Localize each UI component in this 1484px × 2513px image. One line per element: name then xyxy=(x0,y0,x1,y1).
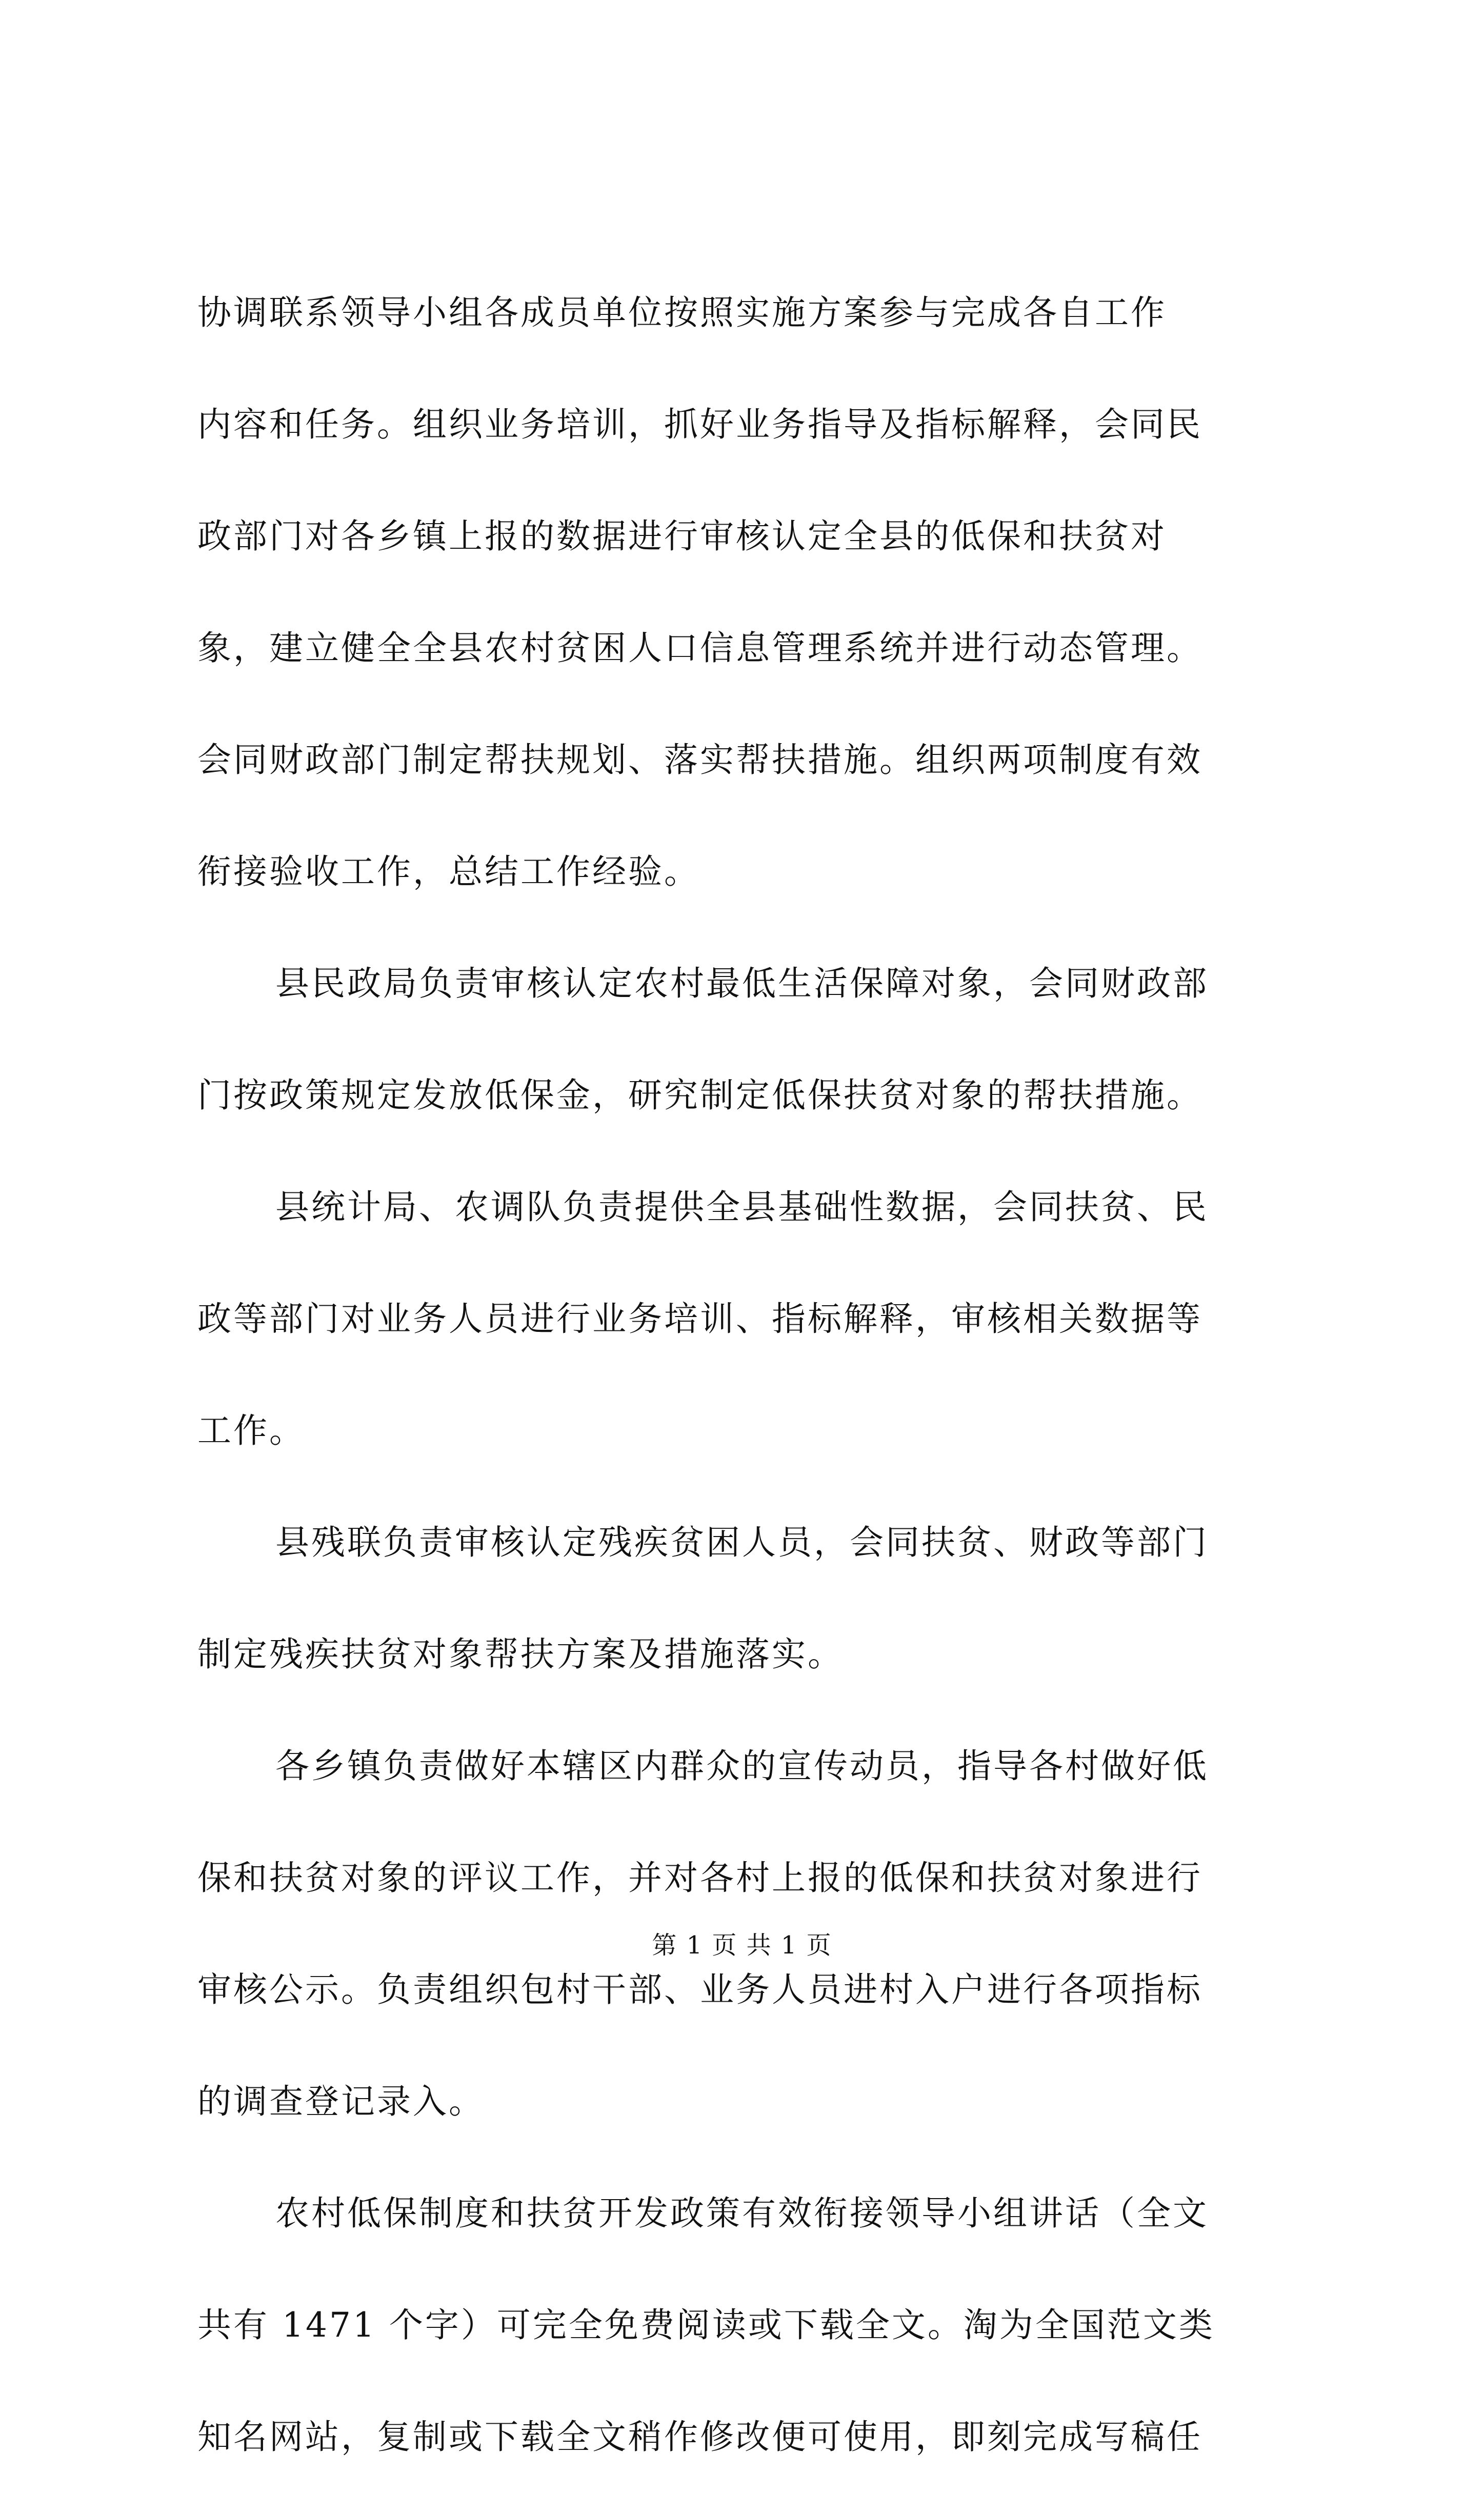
text-line: 协调联系领导小组各成员单位按照实施方案参与完成各自工作 xyxy=(197,293,1167,332)
text-line: 各乡镇负责做好本辖区内群众的宣传动员，指导各村做好低 xyxy=(275,1746,1209,1786)
text-line: 衔接验收工作，总结工作经验。 xyxy=(197,852,700,891)
text-line: 会同财政部门制定帮扶规划、落实帮扶措施。组织两项制度有效 xyxy=(197,740,1202,780)
text-line: 的调查登记录入。 xyxy=(197,2082,485,2121)
text-line: 政等部门对业务人员进行业务培训、指标解释，审核相关数据等 xyxy=(197,1299,1202,1339)
text-line: 县残联负责审核认定残疾贫困人员，会同扶贫、财政等部门 xyxy=(275,1523,1209,1562)
text-line: 门按政策规定发放低保金，研究制定低保扶贫对象的帮扶措施。 xyxy=(197,1075,1202,1115)
text-line: 保和扶贫对象的评议工作，并对各村上报的低保和扶贫对象进行 xyxy=(197,1858,1202,1898)
text-line: 工作。 xyxy=(197,1411,305,1450)
page-number-footer: 第 1 页 共 1 页 xyxy=(652,1931,832,1960)
text-line: 政部门对各乡镇上报的数据进行审核认定全县的低保和扶贫对 xyxy=(197,516,1167,556)
text-line: 象，建立健全全县农村贫困人口信息管理系统并进行动态管理。 xyxy=(197,628,1202,668)
text-line: 制定残疾扶贫对象帮扶方案及措施落实。 xyxy=(197,1634,844,1674)
text-line: 知名网站，复制或下载全文稍作修改便可使用，即刻完成写稿任 xyxy=(197,2417,1202,2457)
text-line: 审核公示。负责组织包村干部、业务人员进村入户进行各项指标 xyxy=(197,1970,1202,2009)
text-line: 县统计局、农调队负责提供全县基础性数据，会同扶贫、民 xyxy=(275,1187,1209,1227)
text-line: 共有 1471 个字）可完全免费阅读或下载全文。淘为全国范文类 xyxy=(197,2305,1215,2345)
text-line: 农村低保制度和扶贫开发政策有效衔接领导小组讲话（全文 xyxy=(275,2193,1209,2233)
document-body xyxy=(197,277,1300,2513)
text-line: 内容和任务。组织业务培训，抓好业务指导及指标解释，会同民 xyxy=(197,405,1202,444)
text-line: 县民政局负责审核认定农村最低生活保障对象，会同财政部 xyxy=(275,964,1209,1003)
